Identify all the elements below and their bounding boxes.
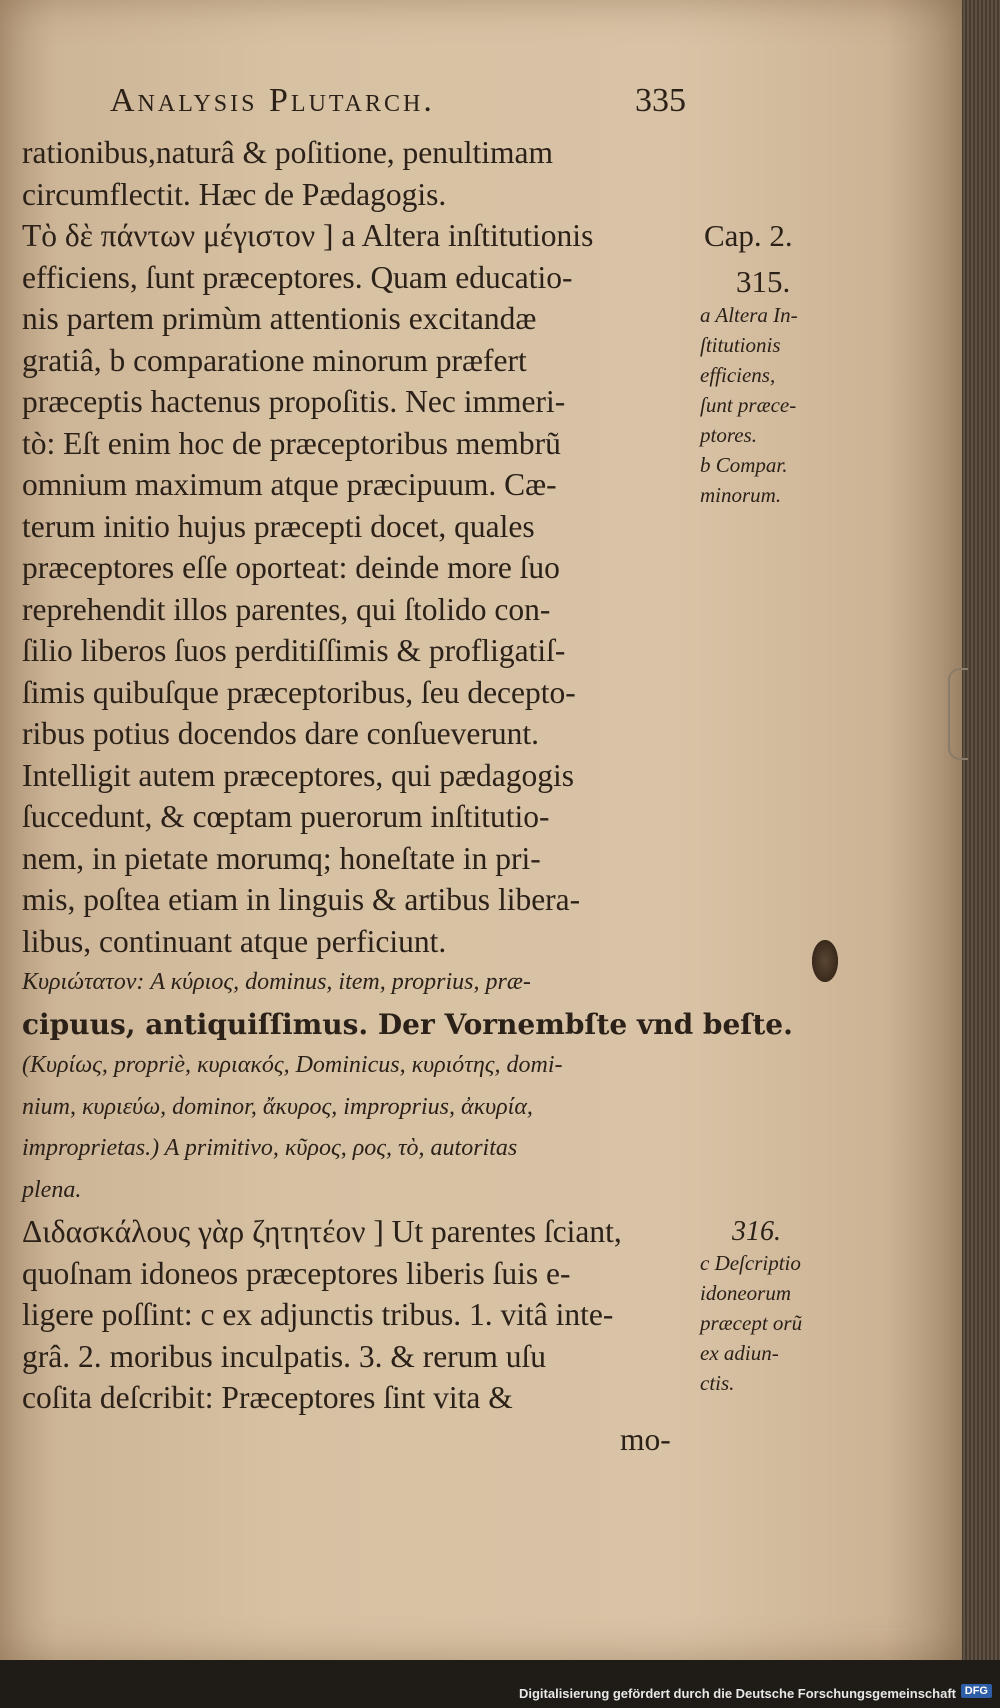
page-edge bbox=[962, 0, 1000, 1660]
text-line: Intelligit autem præceptores, qui pædagogis bbox=[22, 757, 575, 793]
text-line: nem, in pietate morumq; honeſtate in pri- bbox=[22, 840, 541, 876]
text-line: libus, continuant atque perficiunt. bbox=[22, 923, 447, 959]
text-line: ſuccedunt, & cœptam puerorum inſtitutio- bbox=[22, 799, 550, 834]
margin-notes-a bbox=[700, 300, 850, 510]
margin-note-line: minorum. bbox=[700, 483, 782, 507]
text-line: ribus potius docendos dare conſueverunt. bbox=[22, 716, 539, 751]
running-header: Analysis Plutarch. bbox=[110, 82, 435, 119]
text-line: ſilio liberos ſuos perditiſſimis & profligatiſ- bbox=[22, 633, 566, 668]
gloss-line: (Κυρίως, propriè, κυριακός, Dominicus, κυριότης, domi- bbox=[22, 1052, 563, 1078]
margin-note-line: ſunt præce- bbox=[700, 393, 797, 417]
text-line: Διδασκάλους γὰρ ζητητέον ] Ut parentes ſciant, bbox=[22, 1214, 622, 1249]
text-line: ſimis quibuſque præceptoribus, ſeu decepto- bbox=[22, 674, 576, 710]
dfg-logo-icon: DFG bbox=[961, 1684, 992, 1698]
text-line: Τὸ δὲ πάντων μέγιστον ] a Altera inſtitutionis bbox=[22, 218, 594, 253]
text-line: grâ. 2. moribus inculpatis. 3. & rerum uſu bbox=[22, 1338, 547, 1374]
gloss-line: nium, κυριεύω, dominor, ἄκυρος, improprius, ἀκυρία, bbox=[22, 1093, 533, 1120]
text-line: omnium maximum atque præcipuum. Cæ- bbox=[22, 467, 557, 502]
text-line: rationibus,naturâ & poſitione, penultimam bbox=[22, 135, 554, 170]
gloss-line: improprietas.) A primitivo, κῦρος, ρος, τὸ, autoritas bbox=[22, 1135, 518, 1161]
margin-note-line: ex adiun- bbox=[700, 1341, 779, 1365]
margin-note-line: ctis. bbox=[700, 1371, 735, 1395]
gloss-line: cipuus, antiquiſſimus. Der Vornembſte vnd beſte. bbox=[22, 1007, 793, 1041]
catchword: mo- bbox=[620, 1421, 671, 1457]
text-line: quoſnam idoneos præceptores liberis ſuis e- bbox=[22, 1255, 571, 1291]
margin-note-line: c Deſcriptio bbox=[700, 1251, 801, 1275]
margin-notes-c bbox=[700, 1248, 850, 1398]
footer-credit: Digitalisierung gefördert durch die Deutsche Forschungsgemeinschaft bbox=[518, 1686, 956, 1701]
margin-page-number: 316. bbox=[732, 1216, 781, 1247]
page-clip-mark bbox=[948, 668, 968, 760]
margin-note-line: b Compar. bbox=[700, 453, 788, 477]
margin-note-line: ptores. bbox=[700, 423, 757, 447]
gloss-line: Κυριώτατον: A κύριος, dominus, item, proprius, præ- bbox=[22, 969, 531, 995]
text-line: efficiens, ſunt præceptores. Quam educatio- bbox=[22, 259, 573, 295]
text-line: reprehendit illos parentes, qui ſtolido con- bbox=[22, 591, 551, 627]
text-line: nis partem primùm attentionis excitandæ bbox=[22, 301, 537, 336]
text-line: terum initio hujus præcepti docet, quales bbox=[22, 508, 535, 544]
margin-note-line: præcept orũ bbox=[700, 1311, 803, 1335]
margin-note-line: a Altera In- bbox=[700, 303, 798, 327]
text-line: gratiâ, b comparatione minorum præfert bbox=[22, 342, 527, 378]
text-line: mis, poſtea etiam in linguis & artibus libera- bbox=[22, 882, 581, 917]
chapter-label: Cap. 2. bbox=[704, 218, 793, 253]
text-line: præceptis hactenus propoſitis. Nec immeri- bbox=[22, 384, 566, 419]
page-number: 335 bbox=[635, 82, 686, 119]
text-line: circumflectit. Hæc de Pædagogis. bbox=[22, 176, 447, 212]
text-line: ligere poſſint: c ex adjunctis tribus. 1. vitâ inte- bbox=[22, 1297, 614, 1332]
gloss-line: plena. bbox=[22, 1176, 82, 1203]
chapter-number: 315. bbox=[736, 264, 791, 299]
text-line: tò: Eſt enim hoc de præceptoribus membrũ bbox=[22, 425, 561, 461]
printer-ornament bbox=[812, 940, 838, 982]
margin-note-line: ſtitutionis bbox=[700, 333, 781, 357]
text-line: præceptores eſſe oporteat: deinde more ſuo bbox=[22, 550, 560, 585]
margin-note-line: efficiens, bbox=[700, 363, 776, 387]
text-line: coſita deſcribit: Præceptores ſint vita & bbox=[22, 1380, 513, 1415]
margin-note-line: idoneorum bbox=[700, 1281, 791, 1305]
